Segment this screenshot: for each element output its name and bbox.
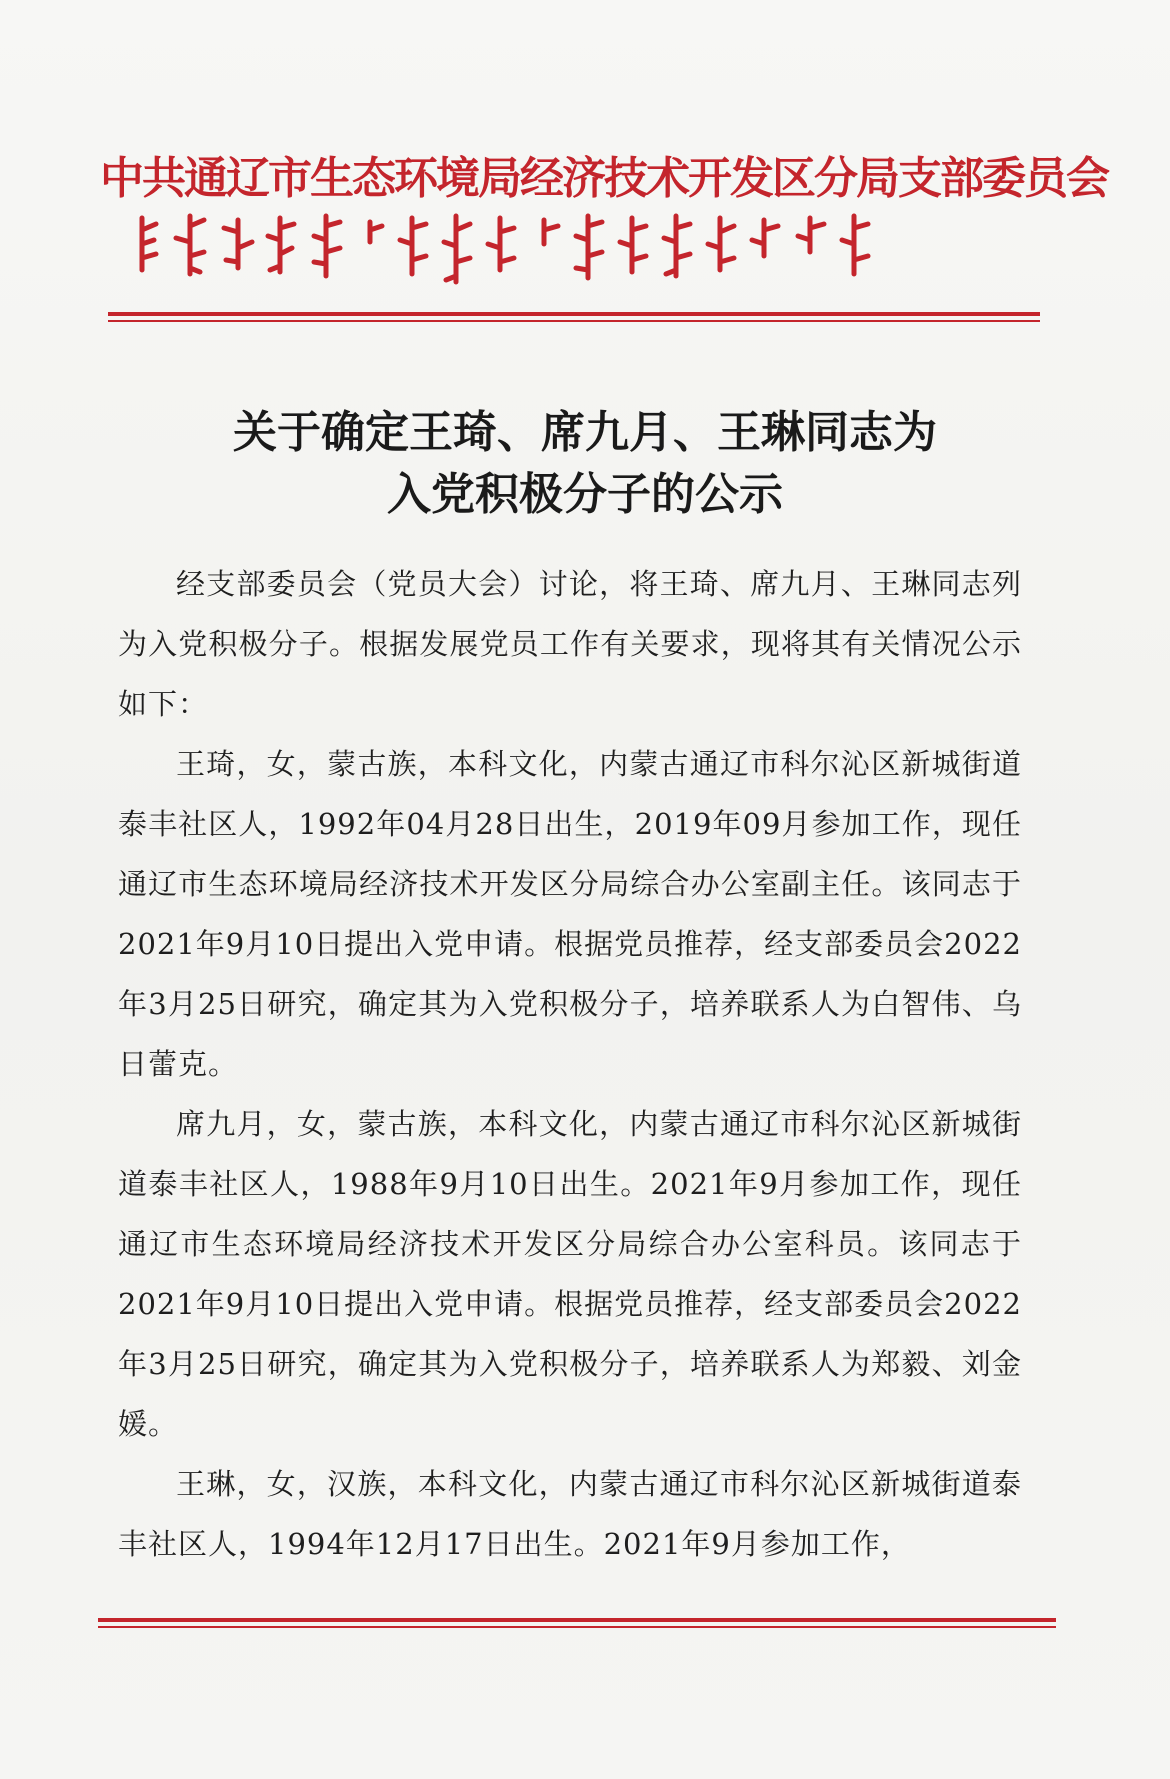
candidate-paragraph-wang-qi: 王琦，女，蒙古族，本科文化，内蒙古通辽市科尔沁区新城街道泰丰社区人，1992年04月28日出生，2019年09月参加工作，现任通辽市生态环境局经济技术开发区分局综合办公室副主任。该同志于2021年9月10日提出入党申请。根据党员推荐，经支部委员会2022年3月25日研究，确定其为入党积极分子，培养联系人为白智伟、乌日蕾克。	[118, 747, 1022, 1081]
mongolian-script-graphic	[130, 212, 1010, 292]
header-divider	[108, 312, 1040, 324]
notice-title-line-2: 入党积极分子的公示	[387, 469, 783, 520]
mongolian-script-icon	[130, 212, 1010, 292]
notice-title	[60, 402, 1110, 526]
notice-title-line-1: 关于确定王琦、席九月、王琳同志为	[233, 407, 937, 458]
organization-title: 中共通辽市生态环境局经济技术开发区分局支部委员会	[100, 153, 1108, 204]
footer-divider	[98, 1618, 1056, 1630]
candidate-paragraph-wang-lin: 王琳，女，汉族，本科文化，内蒙古通辽市科尔沁区新城街道泰丰社区人，1994年12月17日出生。2021年9月参加工作，	[118, 1467, 1022, 1561]
candidate-paragraph-xi-jiuyue: 席九月，女，蒙古族，本科文化，内蒙古通辽市科尔沁区新城街道泰丰社区人，1988年9月10日出生。2021年9月参加工作，现任通辽市生态环境局经济技术开发区分局综合办公室科员。该同志于2021年9月10日提出入党申请。根据党员推荐，经支部委员会2022年3月25日研究，确定其为入党积极分子，培养联系人为郑毅、刘金媛。	[118, 1107, 1022, 1441]
intro-paragraph: 经支部委员会（党员大会）讨论，将王琦、席九月、王琳同志列为入党积极分子。根据发展党员工作有关要求，现将其有关情况公示如下：	[118, 567, 1022, 721]
notice-body	[118, 554, 1022, 1574]
